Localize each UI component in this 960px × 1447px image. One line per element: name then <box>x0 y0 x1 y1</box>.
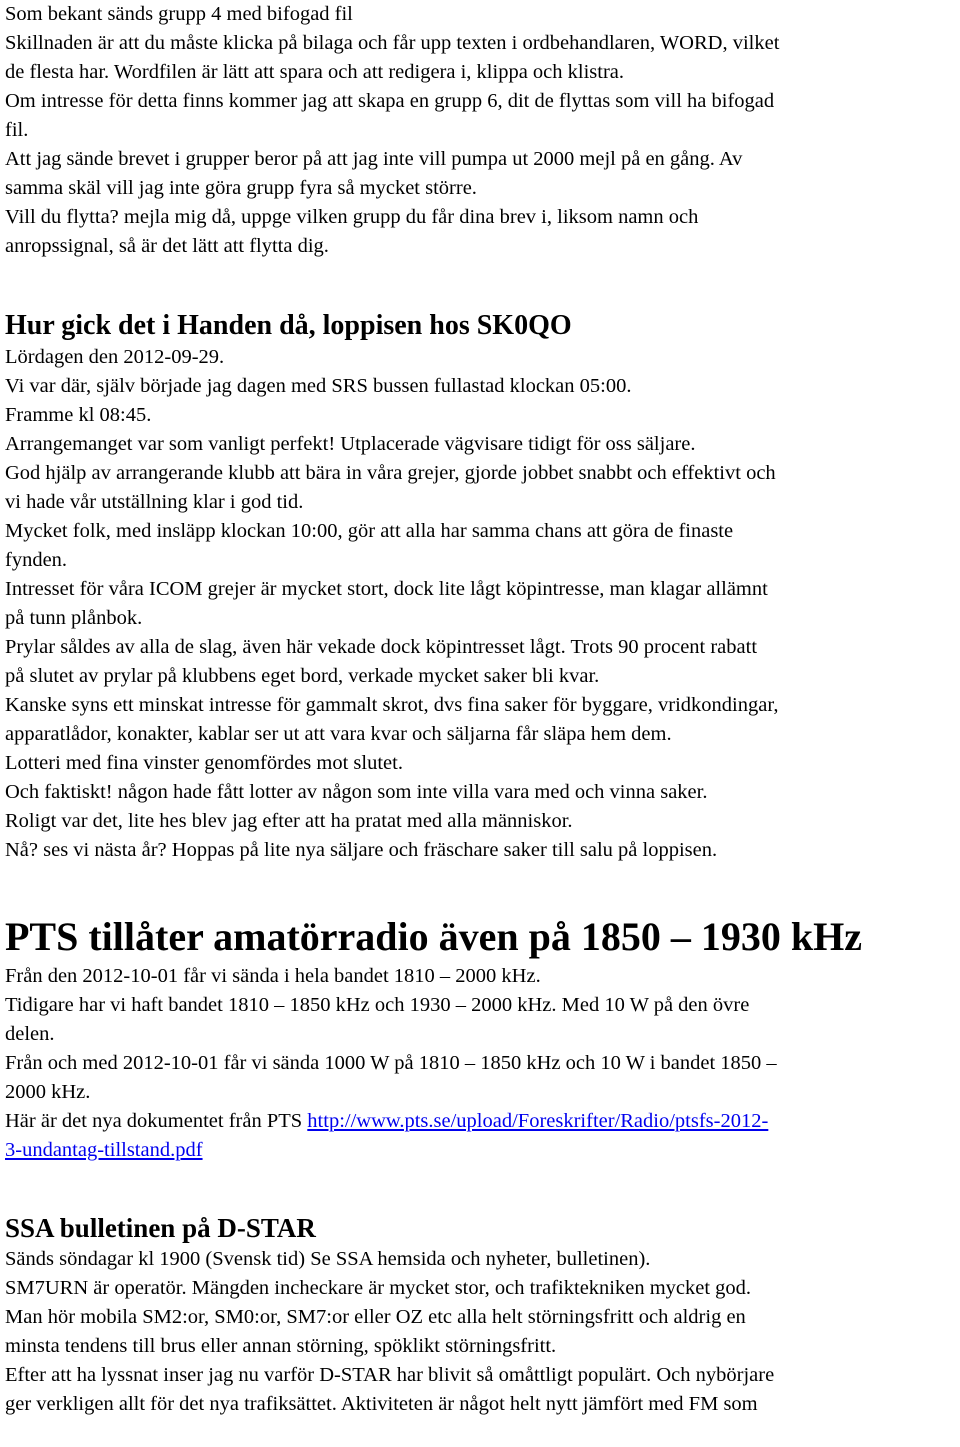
pts-doc-line <box>5 1107 955 1136</box>
ssa-line: SM7URN är operatör. Mängden incheckare är mycket stor, och trafiktekniken mycket god. <box>5 1277 752 1299</box>
pts-document-link[interactable]: http://www.pts.se/upload/Foreskrifter/Radio/ptsfs-2012- <box>307 1110 769 1132</box>
pts-heading: PTS tillåter amatörradio även på 1850 – 1930 kHz <box>5 914 862 959</box>
handen-line: på slutet av prylar på klubbens eget bord, verkade mycket saker bli kvar. <box>5 665 600 687</box>
handen-line: God hjälp av arrangerande klubb att bära in våra grejer, gjorde jobbet snabbt och effektivt och <box>5 462 776 484</box>
intro-line: Att jag sände brevet i grupper beror på att jag inte vill pumpa ut 2000 mejl på en gång. Av <box>5 148 743 170</box>
handen-line: Nå? ses vi nästa år? Hoppas på lite nya säljare och fräschare saker till salu på loppisen. <box>5 839 718 861</box>
intro-line: fil. <box>5 119 29 141</box>
section-spacer <box>5 1165 955 1212</box>
ssa-section <box>5 1212 955 1419</box>
pts-doc-prefix: Här är det nya dokumentet från PTS <box>5 1110 308 1132</box>
handen-line: Intresset för våra ICOM grejer är mycket stort, dock lite lågt köpintresse, man klagar allämnt <box>5 578 768 600</box>
ssa-heading: SSA bulletinen på D-STAR <box>5 1213 316 1243</box>
pts-doc-line-cont <box>5 1136 955 1165</box>
intro-line: Om intresse för detta finns kommer jag att skapa en grupp 6, dit de flyttas som vill ha bifogad <box>5 90 775 112</box>
intro-line: anropssignal, så är det lätt att flytta dig. <box>5 235 329 257</box>
handen-line: apparatlådor, konakter, kablar ser ut att vara kvar och säljarna får släpa hem dem. <box>5 723 672 745</box>
handen-line: Kanske syns ett minskat intresse för gammalt skrot, dvs fina saker för byggare, vridkondingar, <box>5 694 779 716</box>
pts-line: 2000 kHz. <box>5 1081 91 1103</box>
handen-section <box>5 309 955 865</box>
handen-heading: Hur gick det i Handen då, loppisen hos SK0QO <box>5 310 572 341</box>
handen-line: Arrangemanget var som vanligt perfekt! Utplacerade vägvisare tidigt för oss säljare. <box>5 433 696 455</box>
section-spacer <box>5 261 955 307</box>
section-spacer <box>5 865 955 912</box>
pts-line: Tidigare har vi haft bandet 1810 – 1850 kHz och 1930 – 2000 kHz. Med 10 W på den övre <box>5 994 750 1016</box>
pts-document-link-cont[interactable]: 3-undantag-tillstand.pdf <box>5 1139 203 1161</box>
handen-line: Mycket folk, med insläpp klockan 10:00, gör att alla har samma chans att göra de finaste <box>5 520 734 542</box>
ssa-line: Sänds söndagar kl 1900 (Svensk tid) Se SSA hemsida och nyheter, bulletinen). <box>5 1248 651 1270</box>
pts-line: Från och med 2012-10-01 får vi sända 1000 W på 1810 – 1850 kHz och 10 W i bandet 1850 – <box>5 1052 777 1074</box>
handen-line: fynden. <box>5 549 68 571</box>
ssa-line: ger verkligen allt för det nya trafiksättet. Aktiviteten är något helt nytt jämfört med FM som <box>5 1393 758 1415</box>
handen-line: Roligt var det, lite hes blev jag efter att ha pratat med alla människor. <box>5 810 573 832</box>
ssa-line: Efter att ha lyssnat inser jag nu varför D-STAR har blivit så omåttligt populärt. Och nybörjare <box>5 1364 775 1386</box>
handen-line: Vi var där, själv började jag dagen med SRS bussen fullastad klockan 05:00. <box>5 375 632 397</box>
pts-line: Från den 2012-10-01 får vi sända i hela bandet 1810 – 2000 kHz. <box>5 965 541 987</box>
handen-line: Framme kl 08:45. <box>5 404 152 426</box>
handen-line: Lördagen den 2012-09-29. <box>5 346 225 368</box>
intro-line: Vill du flytta? mejla mig då, uppge vilken grupp du får dina brev i, liksom namn och <box>5 206 699 228</box>
handen-line: Prylar såldes av alla de slag, även här vekade dock köpintresset lågt. Trots 90 procent rabatt <box>5 636 758 658</box>
intro-section <box>5 0 955 261</box>
intro-line: de flesta har. Wordfilen är lätt att spara och att redigera i, klippa och klistra. <box>5 61 625 83</box>
intro-line: samma skäl vill jag inte göra grupp fyra så mycket större. <box>5 177 477 199</box>
ssa-line: Man hör mobila SM2:or, SM0:or, SM7:or eller OZ etc alla helt störningsfritt och aldrig en <box>5 1306 746 1328</box>
handen-line: Och faktiskt! någon hade fått lotter av någon som inte villa vara med och vinna saker. <box>5 781 708 803</box>
handen-line: på tunn plånbok. <box>5 607 143 629</box>
handen-line: vi hade vår utställning klar i god tid. <box>5 491 304 513</box>
pts-section <box>5 912 955 1165</box>
pts-line: delen. <box>5 1023 55 1045</box>
document-page <box>5 0 955 1419</box>
intro-line: Skillnaden är att du måste klicka på bilaga och får upp texten i ordbehandlaren, WORD, vilket <box>5 32 780 54</box>
handen-line: Lotteri med fina vinster genomfördes mot slutet. <box>5 752 403 774</box>
ssa-line: minsta tendens till brus eller annan störning, spöklikt störningsfritt. <box>5 1335 557 1357</box>
intro-line: Som bekant sänds grupp 4 med bifogad fil <box>5 3 353 25</box>
